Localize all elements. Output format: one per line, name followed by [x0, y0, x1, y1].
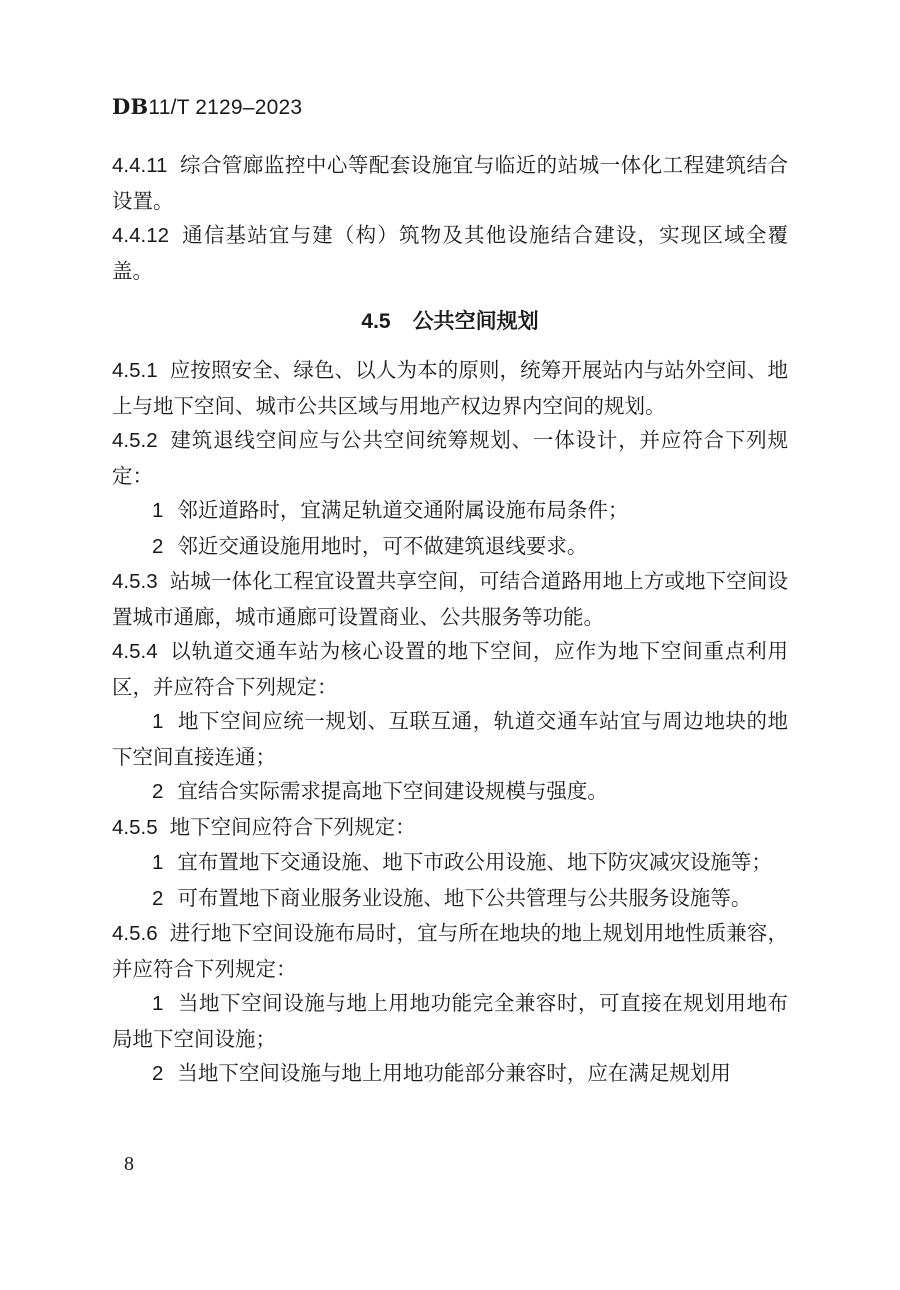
section-number: 4.5	[361, 310, 391, 333]
item-number: 1	[152, 499, 164, 522]
clause-4-5-2	[112, 423, 788, 493]
clause-number: 4.4.12	[112, 224, 169, 247]
list-item	[112, 704, 788, 774]
list-item	[112, 1056, 788, 1092]
list-item	[112, 529, 788, 565]
item-text: 当地下空间设施与地上用地功能完全兼容时，可直接在规划用地布局地下空间设施；	[112, 991, 788, 1051]
clause-4-5-6	[112, 916, 788, 986]
list-item	[112, 493, 788, 529]
item-text: 邻近交通设施用地时，可不做建筑退线要求。	[177, 533, 588, 558]
section-heading	[112, 304, 788, 339]
item-number: 1	[152, 710, 164, 733]
clause-number: 4.5.1	[112, 359, 158, 382]
standard-code	[112, 94, 302, 120]
clause-text: 综合管廊监控中心等配套设施宜与临近的站城一体化工程建筑结合设置。	[112, 153, 788, 213]
clause-number: 4.5.5	[112, 815, 158, 839]
list-item	[112, 774, 788, 810]
item-text: 宜结合实际需求提高地下空间建设规模与强度。	[177, 779, 608, 803]
item-number: 1	[152, 851, 164, 874]
list-item	[112, 986, 788, 1056]
document-body	[112, 148, 788, 1092]
item-number: 1	[152, 992, 164, 1015]
page-number: 8	[124, 1153, 134, 1175]
item-number: 2	[152, 886, 164, 910]
clause-4-4-11	[112, 148, 788, 218]
item-text: 邻近道路时，宜满足轨道交通附属设施布局条件；	[177, 498, 629, 522]
list-item	[112, 881, 788, 917]
item-number: 2	[152, 1062, 164, 1085]
clause-text: 进行地下空间设施布局时，宜与所在地块的地上规划用地性质兼容，并应符合下列规定：	[112, 921, 788, 981]
item-text: 宜布置地下交通设施、地下市政公用设施、地下防灾减灾设施等；	[177, 850, 772, 874]
clause-4-5-3	[112, 564, 788, 634]
clause-text: 以轨道交通车站为核心设置的地下空间，应作为地下空间重点利用区，并应符合下列规定：	[112, 639, 788, 699]
clause-text: 通信基站宜与建（构）筑物及其他设施结合建设，实现区域全覆盖。	[112, 223, 788, 283]
item-number: 2	[152, 534, 164, 558]
item-number: 2	[152, 780, 164, 803]
item-text: 地下空间应统一规划、互联互通，轨道交通车站宜与周边地块的地下空间直接连通；	[112, 709, 788, 769]
clause-text: 建筑退线空间应与公共空间统筹规划、一体设计，并应符合下列规定：	[112, 428, 788, 488]
clause-text: 站城一体化工程宜设置共享空间，可结合道路用地上方或地下空间设置城市通廊，城市通廊可设置商业、公共服务等功能。	[112, 569, 788, 629]
clause-number: 4.5.3	[112, 570, 158, 593]
clause-4-5-1	[112, 353, 788, 423]
clause-4-4-12	[112, 218, 788, 288]
clause-4-5-5	[112, 810, 788, 846]
list-item	[112, 845, 788, 881]
clause-number: 4.5.6	[112, 922, 158, 945]
standard-code-number: 11/T 2129–2023	[148, 96, 303, 119]
clause-text: 地下空间应符合下列规定：	[169, 814, 416, 839]
clause-number: 4.4.11	[112, 154, 168, 177]
standard-code-prefix: DB	[112, 94, 149, 119]
section-title: 公共空间规划	[412, 309, 539, 333]
clause-text: 应按照安全、绿色、以人为本的原则，统筹开展站内与站外空间、地上与地下空间、城市公共区域与用地产权边界内空间的规划。	[112, 358, 788, 418]
clause-number: 4.5.2	[112, 429, 158, 452]
clause-number: 4.5.4	[112, 640, 158, 663]
clause-4-5-4	[112, 634, 788, 704]
item-text: 当地下空间设施与地上用地功能部分兼容时，应在满足规划用	[177, 1061, 731, 1085]
item-text: 可布置地下商业服务业设施、地下公共管理与公共服务设施等。	[177, 885, 752, 910]
